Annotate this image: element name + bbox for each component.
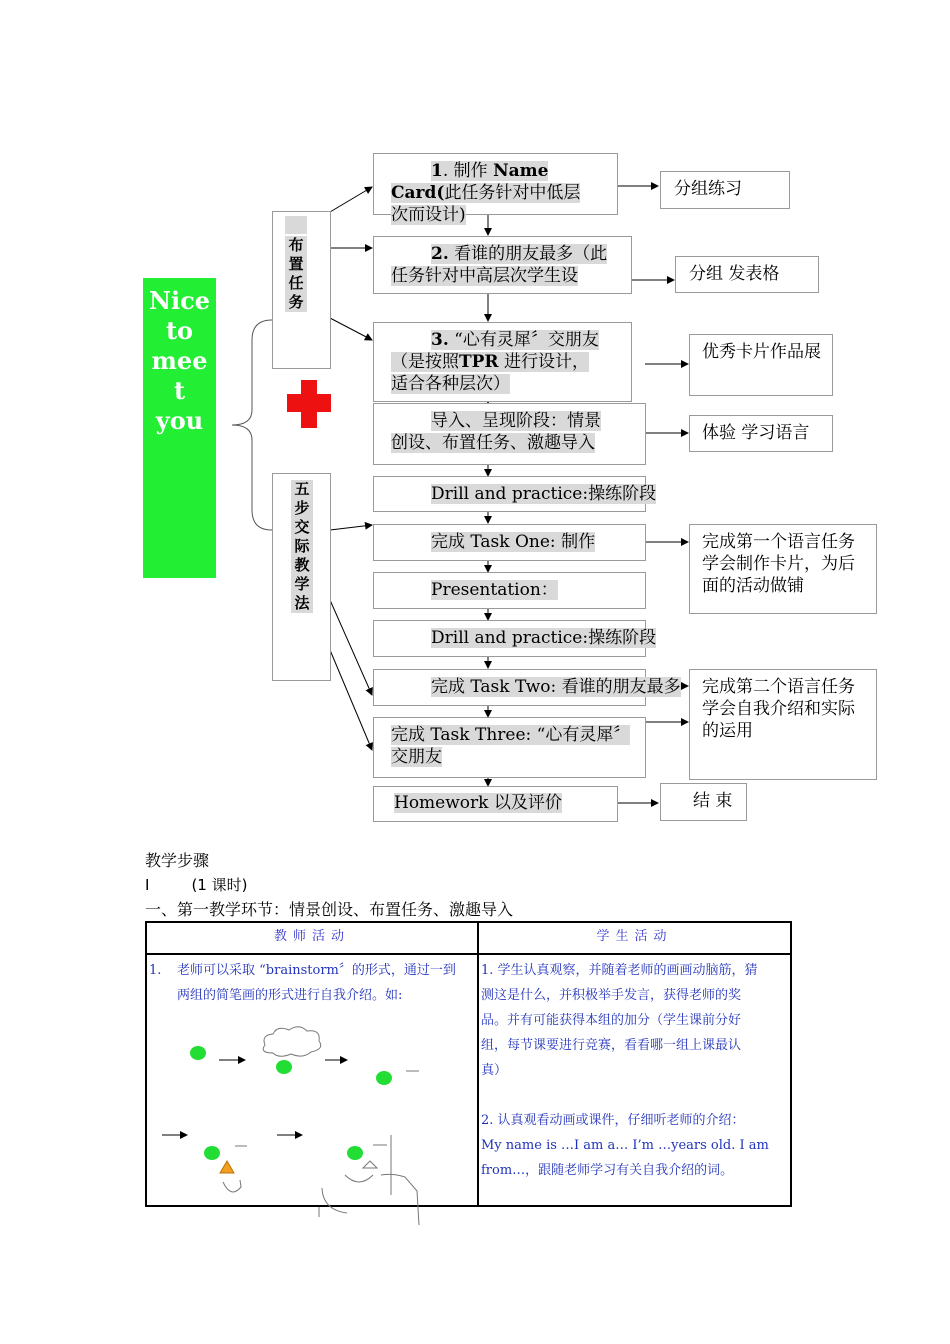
task-2-box <box>373 236 632 294</box>
title-line: to <box>165 316 194 345</box>
title-line: t <box>173 376 186 405</box>
task-3-text-a: “心有灵犀〞交朋友 <box>448 330 599 350</box>
task-3-text-e: 适合各种层次） <box>391 374 510 394</box>
step-intro-a: 导入、呈现阶段：情景 <box>431 411 601 431</box>
student-line: 测这是什么，并积极举手发言，获得老师的奖 <box>481 988 742 1003</box>
step-homework-text: Homework 以及评价 <box>394 793 562 813</box>
title-line: Nice <box>149 286 210 315</box>
green-dot <box>347 1146 363 1160</box>
teacher-header-cell <box>146 922 478 954</box>
right-experience-text: 体验 学习语言 <box>702 423 810 443</box>
task-1-text-e: 次而设计) <box>391 205 466 225</box>
section-heading: 教学步骤 <box>145 851 210 870</box>
student-line: 品。并有可能获得本组的加分（学生课前分好 <box>481 1013 742 1028</box>
task-3-text-b: （是按照 <box>391 352 459 372</box>
group-five-step-method <box>272 473 331 681</box>
orange-triangle-icon <box>220 1161 234 1173</box>
task-3-box <box>373 322 632 402</box>
student-line: My name is …I am a… I’m …years old. I am <box>481 1138 769 1153</box>
title-line: mee <box>151 346 208 375</box>
teacher-activity-cell <box>146 954 478 1206</box>
group-assign-tasks <box>272 211 331 369</box>
green-dot <box>204 1146 220 1160</box>
task-2-num: 2. <box>431 244 449 264</box>
right-task-two-result <box>689 669 877 780</box>
title-box <box>143 278 216 578</box>
teacher-text-line: 老师可以采取 “brainstorm〞的形式，通过一到 <box>177 963 456 978</box>
task-1-box <box>373 153 618 225</box>
step-task-three-a: 完成 Task Three: “心有灵犀〞 <box>391 725 631 745</box>
right-task-one-b: 学会制作卡片，为后面的活动做铺 <box>702 554 855 596</box>
step-presentation-text: Presentation： <box>431 580 558 600</box>
teacher-activity-header: 教师活动 <box>273 929 350 944</box>
student-activity-header: 学生活动 <box>596 929 673 944</box>
task-1-num: 1 <box>431 161 443 181</box>
step-drill-1-box <box>373 476 657 512</box>
section-lesson: (1 课时) <box>191 876 248 894</box>
right-group-practice-text: 分组练习 <box>674 179 742 199</box>
step-intro-b: 创设、布置任务、激趣导入 <box>391 433 595 453</box>
group-assign-tasks-label: 布置任务 <box>285 236 307 312</box>
teacher-text-line: 两组的简笔画的形式进行自我介绍。如: <box>177 988 403 1003</box>
student-line: 1. 学生认真观察，并随着老师的画画动脑筋，猜 <box>481 963 758 978</box>
right-task-one-result <box>689 524 877 614</box>
steps-table <box>145 921 792 1207</box>
step-drill-1-text: Drill and practice:操练阶段 <box>431 484 657 504</box>
task-3-text-c: TPR <box>459 352 499 372</box>
task-1-text-c: Card( <box>391 183 445 203</box>
step-presentation-box <box>373 572 646 609</box>
student-activity-cell <box>478 954 791 1206</box>
group-five-step-label: 五步交际教学法 <box>291 480 313 613</box>
task-1-text-b: Name <box>493 161 549 181</box>
right-experience <box>689 415 833 452</box>
section-stage-title: 一、第一教学环节：情景创设、布置任务、激趣导入 <box>145 900 514 919</box>
step-task-one-box <box>373 524 646 561</box>
right-task-two-a: 完成第二个语言任务 <box>702 677 855 697</box>
right-card-exhibit <box>689 334 833 396</box>
student-text <box>479 955 790 1183</box>
step-drill-2-text: Drill and practice:操练阶段 <box>431 628 657 648</box>
green-dot <box>190 1046 206 1060</box>
task-1-text-d: 此任务针对中低层 <box>444 183 581 203</box>
step-task-three-box <box>373 717 646 778</box>
task-3-num: 3. <box>431 330 449 350</box>
green-dot <box>376 1071 392 1085</box>
task-2-text-b: 任务针对中高层次学生设 <box>391 266 578 286</box>
task-3-text-d: 进行设计， <box>498 352 589 372</box>
student-line: 2. 认真观看动画或课件，仔细听老师的介绍： <box>481 1113 745 1128</box>
teacher-num: 1. <box>149 963 162 978</box>
right-card-exhibit-text: 优秀卡片作品展 <box>702 342 821 362</box>
red-cross-icon <box>287 380 331 428</box>
step-task-one-text: 完成 Task One: 制作 <box>431 532 596 552</box>
right-end <box>660 783 747 821</box>
section-lesson-line <box>145 874 247 896</box>
student-line: 组，每节课要进行竞赛，看看哪一组上课最认 <box>481 1038 742 1053</box>
step-task-two-box <box>373 669 681 706</box>
step-task-three-b: 交朋友 <box>391 747 442 767</box>
right-end-text: 结 束 <box>693 791 733 811</box>
right-task-one-a: 完成第一个语言任务 <box>702 532 855 552</box>
task-2-text-a: 看谁的朋友最多（此 <box>448 244 608 264</box>
right-group-practice <box>660 171 790 209</box>
student-line: 真） <box>481 1063 508 1078</box>
step-homework-box <box>373 786 618 822</box>
step-task-two-text: 完成 Task Two: 看谁的朋友最多 <box>431 677 681 697</box>
right-group-forms-text: 分组 发表格 <box>689 264 780 284</box>
step-intro-box <box>373 403 646 465</box>
student-line: from…，跟随老师学习有关自我介绍的词。 <box>481 1163 734 1178</box>
green-dot <box>276 1060 292 1074</box>
right-task-two-b: 学会自我介绍和实际的运用 <box>702 699 855 741</box>
step-drill-2-box <box>373 620 657 657</box>
sketch-drawings <box>147 955 477 1205</box>
right-group-forms <box>675 256 819 293</box>
task-1-text-a: . 制作 <box>442 161 494 181</box>
section-roman: Ⅰ <box>145 876 150 894</box>
student-line <box>481 1083 784 1108</box>
student-header-cell <box>478 922 791 954</box>
title-line: you <box>155 406 204 435</box>
